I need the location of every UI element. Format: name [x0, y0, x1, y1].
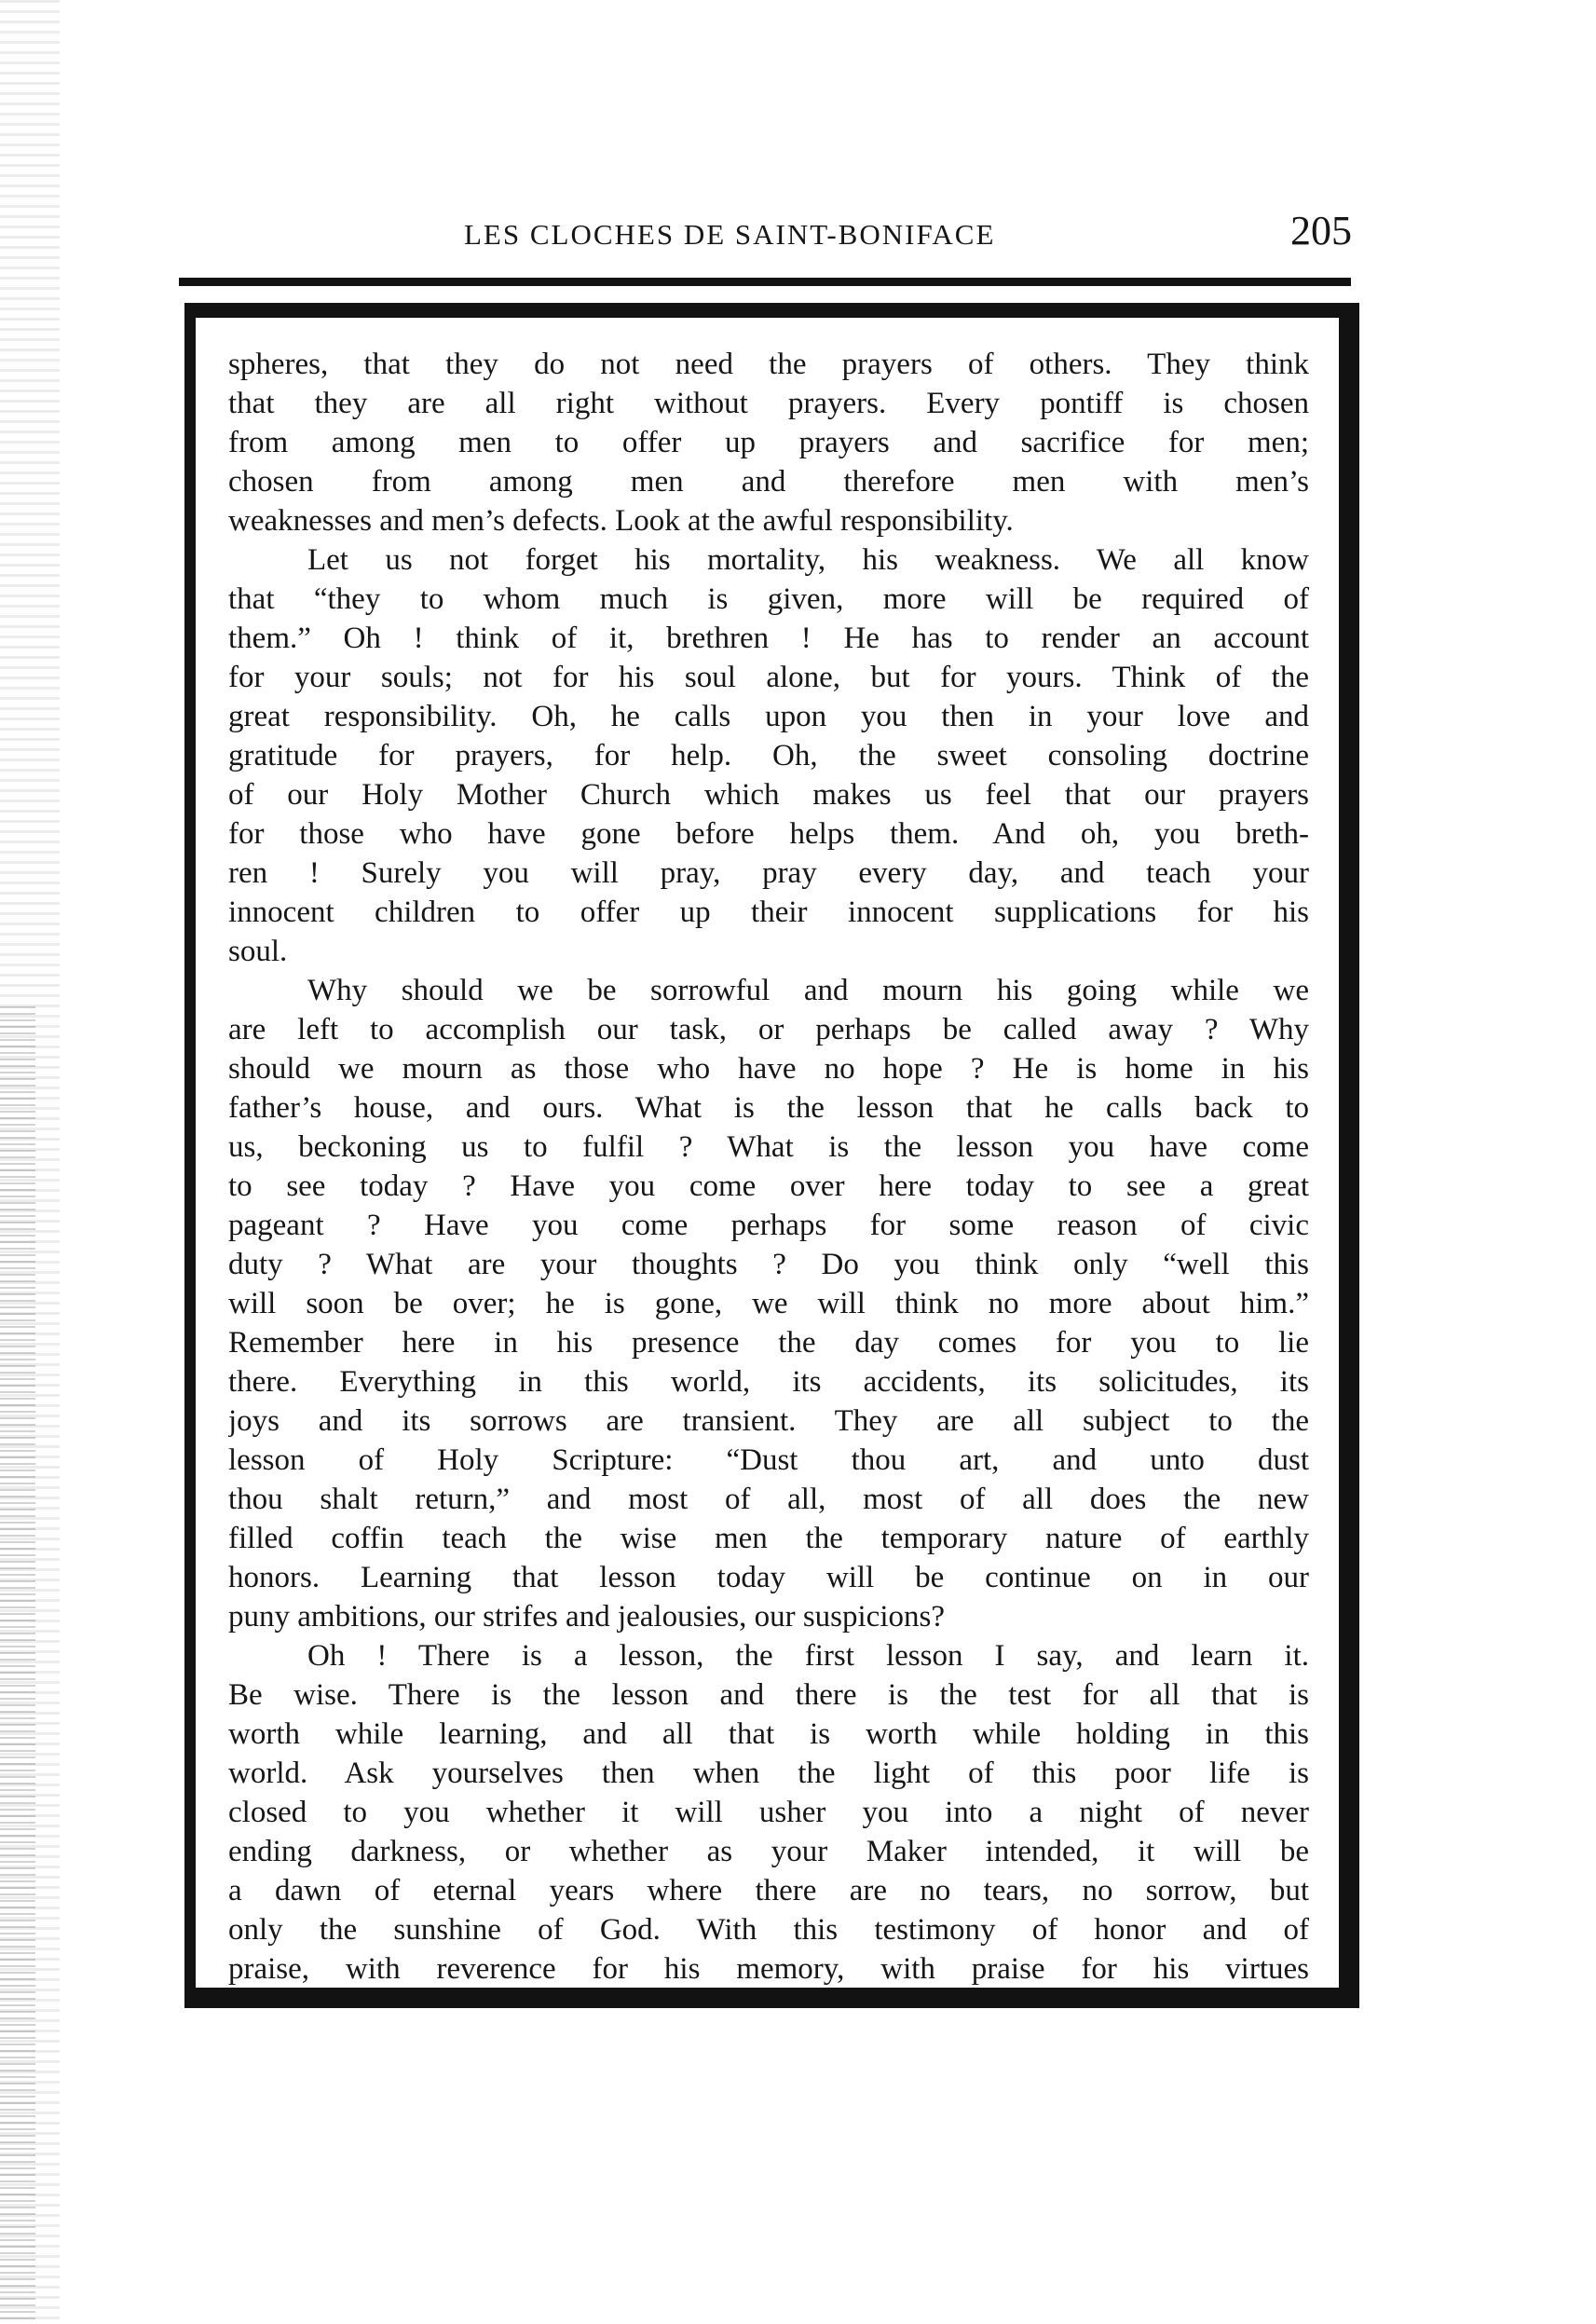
text-line: Oh ! There is a lesson, the first lesson I say, and learn it. [307, 1639, 1309, 1673]
text-line: only the sunshine of God. With this testimony of honor and of [228, 1913, 1309, 1947]
text-line: world. Ask yourselves then when the light of this poor life is [228, 1757, 1309, 1790]
text-line: that they are all right without prayers. Every pontiff is chosen [228, 387, 1309, 420]
text-line: of our Holy Mother Church which makes us feel that our prayers [228, 778, 1309, 812]
text-line: for those who have gone before helps them. And oh, you breth- [228, 817, 1309, 851]
text-line: Remember here in his presence the day comes for you to lie [228, 1326, 1309, 1360]
text-line: us, beckoning us to fulfil ? What is the lesson you have come [228, 1130, 1309, 1164]
text-line: joys and its sorrows are transient. They are all subject to the [228, 1404, 1309, 1438]
text-line: a dawn of eternal years where there are no tears, no sorrow, but [228, 1874, 1309, 1907]
text-line: great responsibility. Oh, he calls upon you then in your love and [228, 700, 1309, 733]
text-line: are left to accomplish our task, or perhaps be called away ? Why [228, 1013, 1309, 1046]
text-line: puny ambitions, our strifes and jealousies, our suspicions? [228, 1600, 945, 1634]
text-line: worth while learning, and all that is worth while holding in this [228, 1717, 1309, 1751]
text-line: duty ? What are your thoughts ? Do you think only “well this [228, 1248, 1309, 1281]
text-line: from among men to offer up prayers and sacrifice for men; [228, 426, 1309, 459]
text-line: to see today ? Have you come over here today to see a great [228, 1169, 1309, 1203]
text-line: them.” Oh ! think of it, brethren ! He has to render an account [228, 622, 1309, 655]
text-line: chosen from among men and therefore men with men’s [228, 465, 1309, 499]
text-line: there. Everything in this world, its accidents, its solicitudes, its [228, 1365, 1309, 1399]
text-line: thou shalt return,” and most of all, most of all does the new [228, 1483, 1309, 1516]
page-number: 205 [1290, 208, 1352, 253]
text-line: weaknesses and men’s defects. Look at the awful responsibility. [228, 504, 1014, 538]
text-line: ren ! Surely you will pray, pray every day, and teach your [228, 856, 1309, 890]
text-line: should we mourn as those who have no hope ? He is home in his [228, 1052, 1309, 1086]
body-text [228, 345, 1309, 1989]
text-line: ending darkness, or whether as your Maker intended, it will be [228, 1835, 1309, 1868]
text-line: spheres, that they do not need the prayers of others. They think [228, 348, 1309, 381]
running-head [177, 208, 1356, 268]
text-line: filled coffin teach the wise men the temporary nature of earthly [228, 1522, 1309, 1555]
text-line: Let us not forget his mortality, his weakness. We all know [307, 543, 1309, 577]
text-line: father’s house, and ours. What is the lesson that he calls back to [228, 1091, 1309, 1125]
text-line: will soon be over; he is gone, we will think no more about him.” [228, 1287, 1309, 1320]
text-line: Be wise. There is the lesson and there is the test for all that is [228, 1678, 1309, 1712]
text-line: gratitude for prayers, for help. Oh, the sweet consoling doctrine [228, 739, 1309, 772]
text-line: soul. [228, 935, 288, 968]
text-line: for your souls; not for his soul alone, but for yours. Think of the [228, 661, 1309, 694]
text-line: closed to you whether it will usher you into a night of never [228, 1796, 1309, 1829]
header-rule [179, 278, 1351, 286]
text-line: Why should we be sorrowful and mourn his going while we [307, 974, 1309, 1007]
text-line: pageant ? Have you come perhaps for some reason of civic [228, 1209, 1309, 1242]
running-title: LES CLOCHES DE SAINT-BONIFACE [464, 218, 996, 251]
scanned-page-edge [0, 0, 60, 2324]
text-line: praise, with reverence for his memory, with praise for his virtues [228, 1952, 1309, 1986]
text-line: lesson of Holy Scripture: “Dust thou art, and unto dust [228, 1443, 1309, 1477]
text-line: honors. Learning that lesson today will be continue on in our [228, 1561, 1309, 1594]
text-line: innocent children to offer up their innocent supplications for his [228, 895, 1309, 929]
text-line: that “they to whom much is given, more will be required of [228, 582, 1309, 616]
